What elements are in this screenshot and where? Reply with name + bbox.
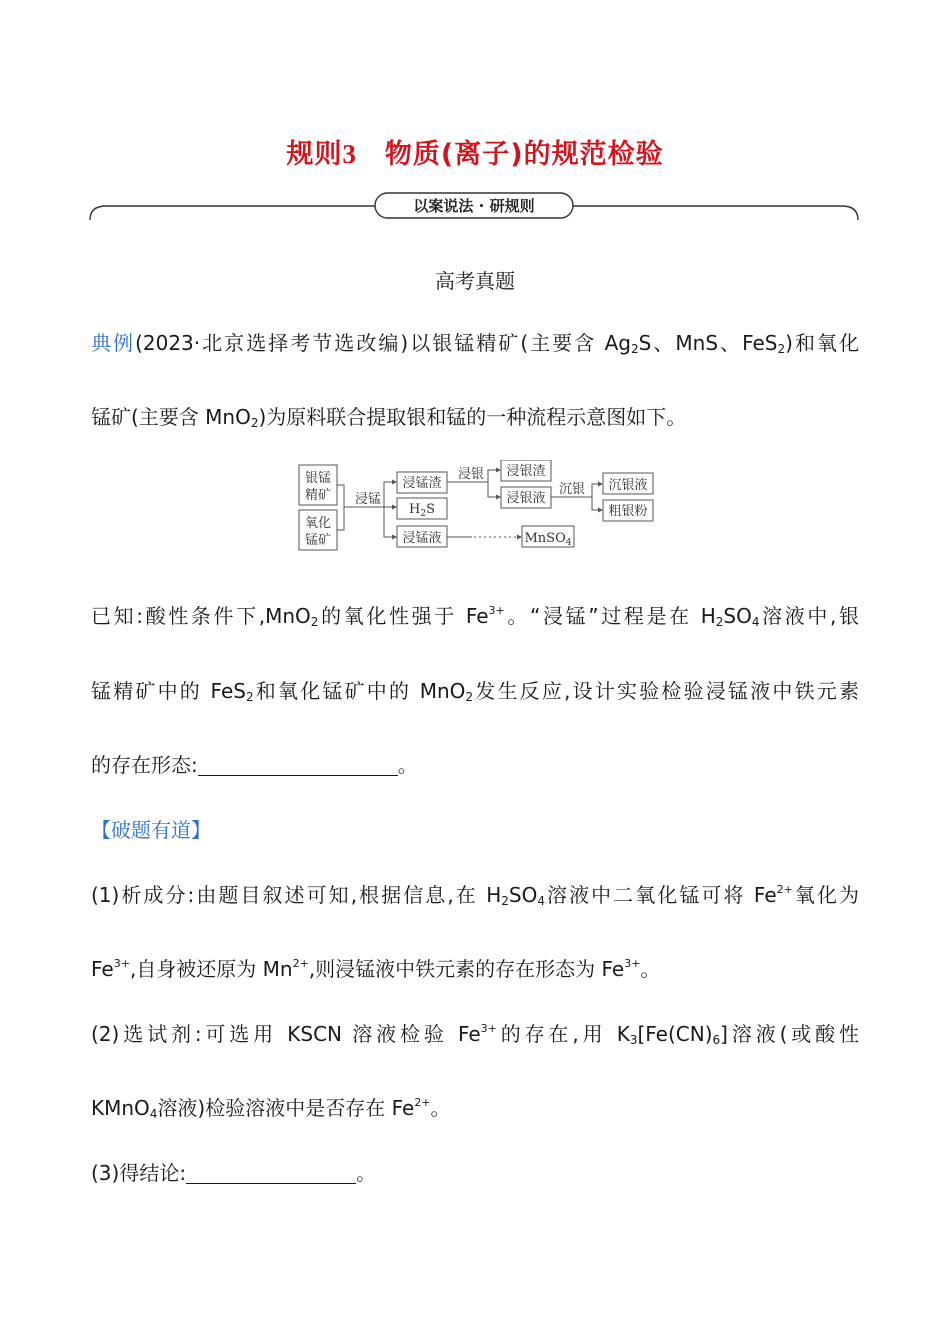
svg-text:MnSO4: MnSO$_4$	[524, 531, 572, 548]
process-flowchart	[296, 460, 658, 556]
section-title: 高考真题	[435, 269, 515, 293]
title-text: 物质(离子)的规范检验	[384, 139, 664, 170]
svg-text:锰矿: 锰矿	[304, 533, 332, 548]
title-prefix: 规则	[286, 139, 343, 170]
analysis-line-1: (1)析成分:由题目叙述可知,根据信息,在 $H_2SO_4$溶液中二氧化锰可将 $Fe^{2+}$氧化为	[91, 883, 860, 908]
svg-text:银锰: 银锰	[304, 471, 332, 486]
analysis-line-5: (3)得结论: 。	[91, 1161, 377, 1185]
analysis-line-3: (2)选试剂:可选用 KSCN 溶液检验 $Fe^{3+}$的存在,用 $K_3[Fe(CN)_6]$溶液(或酸性	[91, 1022, 860, 1047]
svg-text:浸银: 浸银	[457, 467, 485, 482]
svg-text:精矿: 精矿	[304, 488, 332, 503]
answer-blank-2[interactable]	[186, 1161, 356, 1184]
svg-text:粗银粉: 粗银粉	[608, 504, 648, 519]
banner-label: 以案说法 · 研规则	[413, 197, 535, 215]
known-line-2: 锰精矿中的 FeS$_2$和氧化锰矿中的 MnO$_2$发生反应,设计实验检验浸锰液中铁元素	[91, 679, 860, 704]
title-number: 3	[342, 139, 357, 169]
svg-text:沉银: 沉银	[558, 482, 586, 497]
example-line-2: 锰矿(主要含 MnO$_2$)为原料联合提取银和锰的一种流程示意图如下。	[91, 405, 687, 430]
analysis-line-4: KMnO$_4$溶液)检验溶液中是否存在 $Fe^{2+}$。	[91, 1096, 451, 1121]
analysis-label: 【破题有道】	[91, 818, 211, 842]
svg-text:浸银液: 浸银液	[506, 491, 546, 506]
page-title	[0, 132, 950, 171]
svg-text:浸银渣: 浸银渣	[506, 464, 546, 479]
example-label: 典例	[91, 331, 136, 355]
svg-text:浸锰渣: 浸锰渣	[402, 476, 442, 491]
svg-text:浸锰: 浸锰	[354, 492, 382, 507]
svg-text:浸锰液: 浸锰液	[402, 531, 442, 546]
analysis-line-2: $Fe^{3+}$,自身被还原为 $Mn^{2+}$,则浸锰液中铁元素的存在形态为 $Fe^{3+}$。	[91, 957, 661, 981]
known-line-1: 已知:酸性条件下,MnO$_2$的氧化性强于 $Fe^{3+}$。“浸锰”过程是在 $H_2SO_4$溶液中,银	[91, 604, 859, 629]
svg-text:H2S: $H_2S$	[409, 502, 435, 519]
example-line-1: 典例(2023·北京选择考节选改编)以银锰精矿(主要含 $Ag_2S$、MnS、FeS$_2$)和氧化	[91, 331, 860, 356]
known-line-3: 的存在形态: 。	[91, 753, 418, 777]
svg-text:氧化: 氧化	[304, 516, 332, 531]
section-banner	[88, 190, 862, 224]
answer-blank-1[interactable]	[198, 753, 398, 776]
svg-text:沉银液: 沉银液	[608, 478, 648, 493]
